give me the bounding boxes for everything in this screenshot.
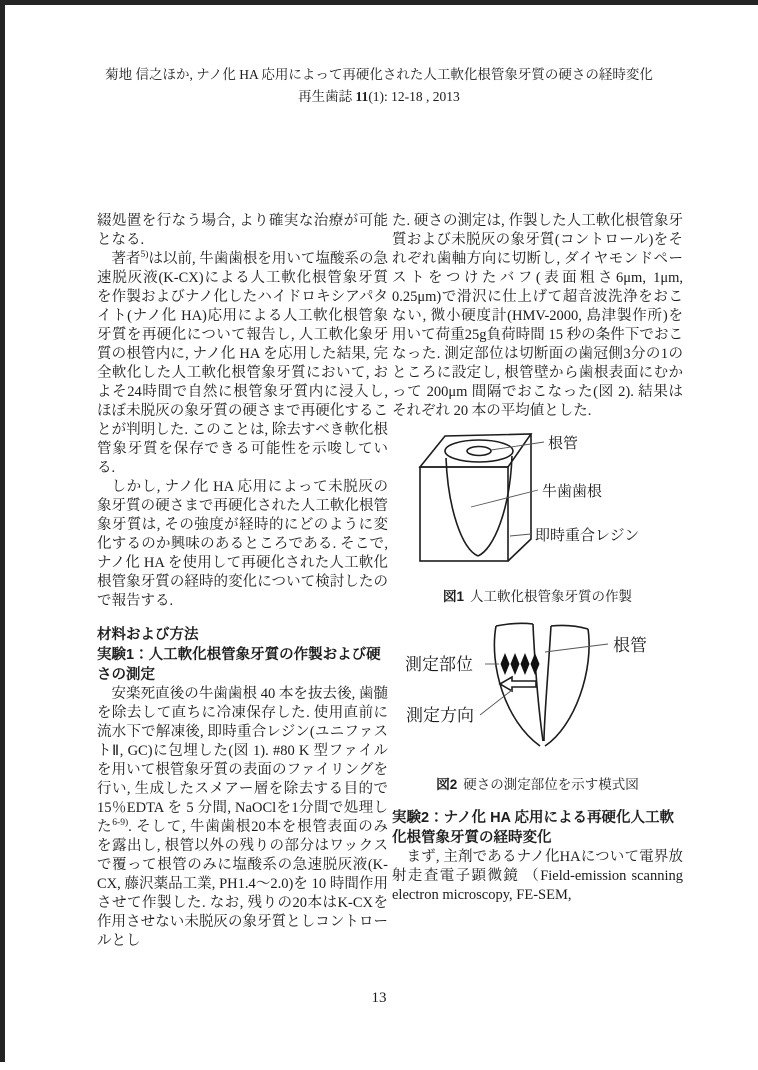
- figure2-label-site: 測定部位: [404, 655, 473, 674]
- figure1-diagram: [398, 429, 678, 584]
- journal-issue-pages: (1): 12-18 , 2013: [368, 89, 460, 104]
- figure1-caption-tag: 図1: [442, 589, 464, 604]
- figure2-label-canal: 根管: [612, 636, 647, 655]
- tooth-top-ellipse: [445, 440, 513, 462]
- paragraph-text: 著者: [111, 251, 141, 267]
- figure1-caption-text: 人工軟化根管象牙質の作製: [470, 589, 632, 604]
- running-head: [0, 64, 758, 108]
- paragraph-authors-previous-work: [97, 250, 388, 478]
- journal-volume: 11: [355, 89, 369, 104]
- measurement-direction-arrow: [500, 677, 536, 691]
- canal-wall-left: [533, 624, 543, 741]
- figure1-label-resin: 即時重合レジン: [534, 527, 639, 544]
- figure2-caption-tag: 図2: [436, 777, 458, 792]
- root-outline-right: [478, 456, 512, 556]
- paragraph-purpose: しかし, ナノ化 HA 応用によって未脱灰の象牙質の硬さまで再硬化された人工軟化根管象牙質は, その強度が経時的にどのように変化するのか興味のあるところである. そこで, ナノ化 HA を使用して再硬化された人工軟化根管象牙質の経時的変化について検討したので報告する.: [97, 479, 388, 609]
- figure2-caption-text: 硬さの測定部位を示す模式図: [463, 777, 639, 792]
- resin-box-right-face: [508, 434, 531, 561]
- leader-line-canal: [545, 644, 608, 652]
- root-top-edge-left: [496, 623, 533, 626]
- paragraph-hardness-measurement: た. 硬さの測定は, 作製した人工軟化根管象牙質および未脱灰の象牙質(コントロール)をそれぞれ歯軸方向に切断し, ダイヤモンドペーストをつけたバフ(表面粗さ6μm, 1μm, 0.25μm)で滑沢に仕上げて超音波洗浄をおこない, 微小硬度計(HMV-2000, 島津製作所)を用いて荷重25g負荷時間 15 秒の条件下でおこなった. 測定部位は切断面の歯冠側3分の1のところに設定し, 根管壁から歯根表面にむかって 200μm 間隔でおこなった(図 2). 結果はそれぞれ 20 本の平均値とした.: [392, 213, 683, 419]
- paragraph-continuation: 綴処置を行なう場合, より確実な治療が可能となる.: [97, 213, 388, 248]
- leader-line-root: [471, 490, 538, 507]
- paragraph-text: は以前, 牛歯歯根を用いて塩酸系の急速脱灰液(K-CX)による人工軟化根管象牙質を作製およびナノ化したハイドロキシアパタイト(ナノ化 HA)応用による人工軟化根管象牙質を再硬化について報告し, 人工軟化象牙質の根管内に, ナノ化 HA を応用した結果, 完全軟化した人工軟化根管象牙質において, およそ24時間で自然に根管象牙質内に浸入し, ほぼ未脱灰の象牙質の硬さまで再硬化することが判明した. このことは, 除去すべき軟化根管象牙質を保存できる可能性を示唆している.: [97, 251, 389, 476]
- root-top-edge-right: [551, 625, 588, 629]
- figure2-label-direction: 測定方向: [405, 706, 474, 725]
- section-heading-experiment2: 実験2：ナノ化 HA 応用による再硬化人工軟化根管象牙質の経時変化: [392, 810, 675, 846]
- reference-superscript: 5): [140, 250, 149, 261]
- scan-border-top: [0, 0, 758, 5]
- leader-line-canal: [491, 442, 544, 450]
- figure1-label-canal: 根管: [547, 435, 578, 452]
- running-head-citation: [0, 86, 758, 108]
- running-head-title: 菊地 信之ほか, ナノ化 HA 応用によって再硬化された人工軟化根管象牙質の硬さの経時変化: [105, 67, 653, 82]
- section-heading-materials-methods: 材料および方法: [97, 627, 199, 643]
- paragraph-experiment1-method: [97, 685, 388, 951]
- figure2-diagram: [393, 620, 683, 772]
- indentation-mark: [520, 653, 529, 675]
- indentation-mark: [530, 653, 539, 675]
- indentation-mark: [510, 653, 519, 675]
- canal-wall-right: [544, 626, 551, 741]
- leader-line-resin: [510, 534, 531, 536]
- reference-superscript: 6-9): [112, 818, 129, 829]
- right-column: [392, 212, 683, 905]
- root-outline-left: [446, 458, 478, 556]
- root-side-right: [545, 629, 589, 746]
- journal-name: 再生歯誌: [298, 89, 356, 104]
- paragraph-text: 安楽死直後の牛歯歯根 40 本を抜去後, 歯髄を除去して直ちに冷凍保存した. 使用直前に流水下で解凍後, 即時重合レジン(ユニファストⅡ, GC)に包埋した(図 1). #80 K 型ファイルを用いて根管象牙質の表面のファイリングを行い, 生成したスメアー層を除去する目的で 15％EDTA を 5 分間, NaOClを1分間で処理した: [97, 686, 388, 835]
- page-number: 13: [371, 990, 387, 1006]
- resin-box-front-face: [420, 467, 508, 561]
- figure2-caption: [392, 776, 683, 794]
- paragraph-text: . そして, 牛歯歯根20本を根管表面のみを露出し, 根管以外の残りの部分はワックスで覆って根管のみに塩酸系の急速脱灰液(K-CX, 藤沢薬品工業, PH1.4～2.0)を 10 時間作用させて作製した. なお, 残りの20本はK-CXを作用させない未脱灰の象牙質としコントロールとし: [97, 819, 389, 949]
- scan-border-left: [0, 0, 5, 1062]
- section-heading-experiment1: 実験1：人工軟化根管象牙質の作製および硬さの測定: [97, 647, 381, 683]
- figure1-caption: [392, 588, 683, 606]
- root-canal-opening: [467, 447, 491, 456]
- paragraph-experiment2-method: まず, 主剤であるナノ化HAについて電界放射走査電子顕微鏡 （Field-emission scanning electron microscopy, FE-SEM,: [392, 849, 683, 903]
- indentation-mark: [500, 653, 509, 675]
- left-column: [97, 212, 388, 951]
- figure1-label-root: 牛歯歯根: [541, 483, 602, 500]
